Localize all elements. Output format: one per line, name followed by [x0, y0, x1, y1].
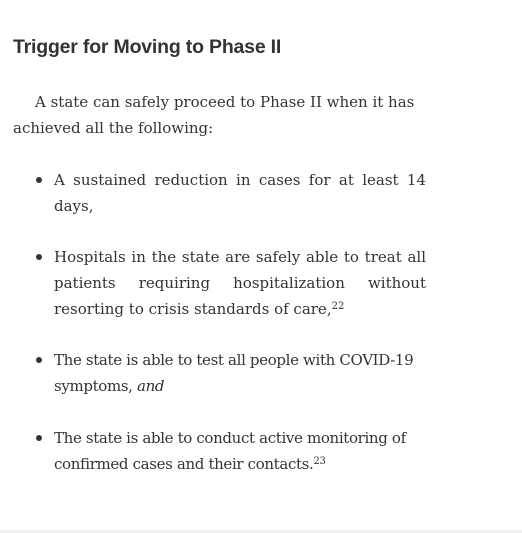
list-item: [36, 425, 426, 477]
intro-paragraph: A state can safely proceed to Phase II when it has achieved all the following:: [13, 93, 415, 137]
list-item-text-content: The state is able to test all people with COVID-19 symptoms,: [54, 351, 414, 395]
list-item-text-content: A sustained reduction in cases for at least 14 days,: [54, 171, 426, 215]
bullet-icon: [36, 177, 42, 183]
footnote-reference[interactable]: 23: [313, 456, 326, 467]
list-item: [36, 167, 426, 219]
section-heading: Trigger for Moving to Phase II: [13, 36, 282, 58]
list-item-text: [54, 347, 426, 399]
list-item-text: [54, 244, 426, 322]
emphasis-text: and: [137, 377, 165, 395]
list-item-text: [54, 425, 426, 477]
list-item: [36, 347, 426, 399]
list-item-text-content: Hospitals in the state are safely able to treat all patients requiring hospitalization without resorting to crisis standards of care,: [54, 248, 426, 318]
bullet-icon: [36, 254, 42, 260]
list-item: [36, 244, 426, 322]
list-item-text-content: The state is able to conduct active monitoring of confirmed cases and their contacts.: [54, 429, 406, 473]
bullet-icon: [36, 435, 42, 441]
list-item-text: [54, 167, 426, 219]
bullet-icon: [36, 357, 42, 363]
footnote-reference[interactable]: 22: [331, 301, 345, 312]
